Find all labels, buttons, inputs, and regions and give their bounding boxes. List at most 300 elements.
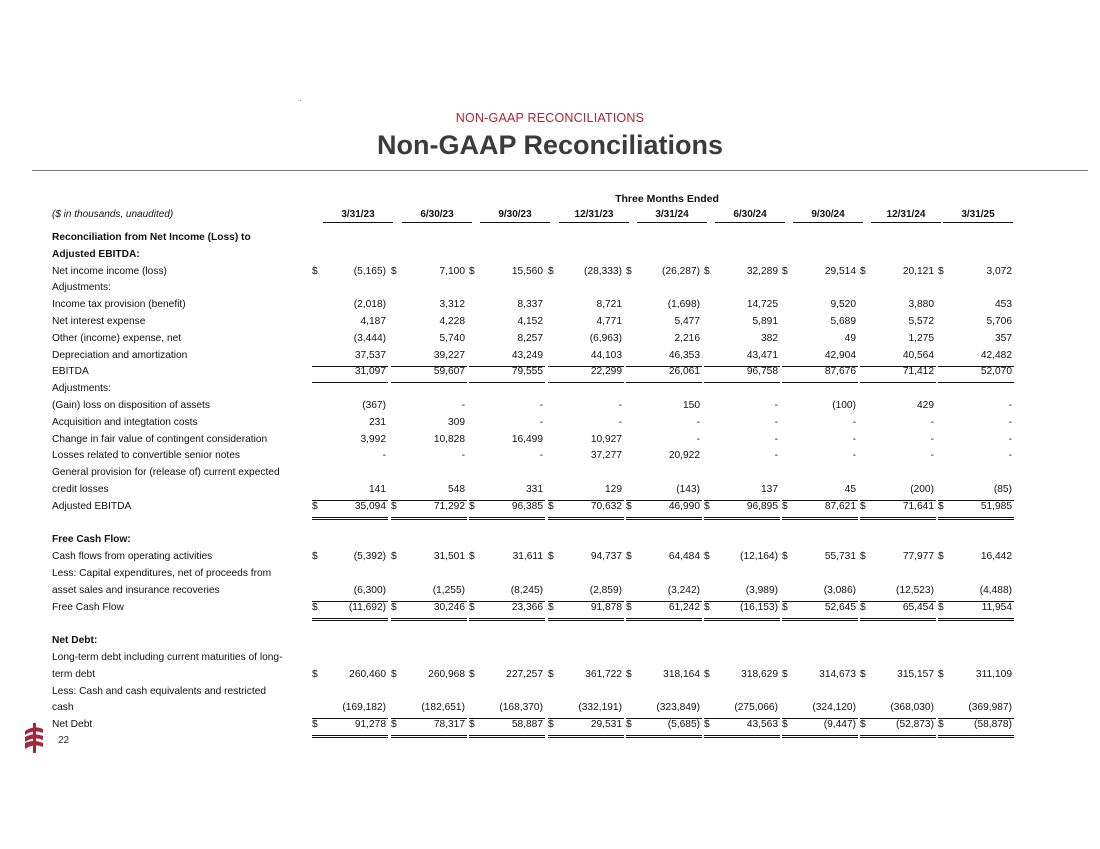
cell-value: (11,692) bbox=[348, 601, 386, 613]
cell-value: 429 bbox=[917, 400, 934, 411]
currency-symbol: $ bbox=[704, 601, 710, 613]
table-cell bbox=[548, 333, 624, 349]
cell-value: 11,954 bbox=[981, 601, 1012, 613]
table-cell bbox=[860, 366, 936, 383]
row-label: Adjusted EBITDA bbox=[52, 500, 132, 512]
table-row bbox=[0, 450, 1100, 467]
cell-value: (169,182) bbox=[342, 702, 386, 714]
table-cell bbox=[469, 434, 545, 450]
currency-symbol: $ bbox=[312, 265, 318, 277]
currency-symbol: $ bbox=[860, 719, 866, 731]
table-row bbox=[0, 282, 1100, 299]
table-cell bbox=[938, 585, 1014, 602]
cell-value: 31,611 bbox=[512, 551, 543, 563]
cell-value: - bbox=[852, 416, 856, 428]
table-cell bbox=[782, 333, 858, 349]
table-cell bbox=[704, 585, 780, 602]
table-cell bbox=[860, 400, 936, 416]
cell-value: 2,216 bbox=[674, 332, 700, 344]
cell-value: 309 bbox=[448, 416, 465, 428]
table-cell bbox=[782, 400, 858, 416]
cell-value: (12,523) bbox=[896, 584, 934, 596]
currency-symbol: $ bbox=[312, 719, 318, 731]
cell-value: - bbox=[774, 416, 778, 428]
cell-value: (182,651) bbox=[421, 702, 465, 714]
table-cell bbox=[312, 299, 388, 315]
row-label: Acquisition and integtation costs bbox=[52, 416, 198, 428]
table-cell bbox=[469, 366, 545, 383]
currency-symbol: $ bbox=[548, 601, 554, 613]
cell-value: 3,880 bbox=[908, 299, 934, 311]
units-note: ($ in thousands, unaudited) bbox=[52, 209, 174, 220]
cell-value: (3,086) bbox=[823, 584, 856, 596]
table-cell bbox=[938, 333, 1014, 349]
cell-value: 129 bbox=[605, 484, 622, 495]
table-cell bbox=[391, 585, 467, 602]
table-cell bbox=[860, 333, 936, 349]
row-label: General provision for (release of) current expected bbox=[52, 467, 280, 479]
cell-value: 260,968 bbox=[428, 668, 465, 680]
cell-value: 5,891 bbox=[752, 316, 778, 327]
cell-value: - bbox=[852, 450, 856, 462]
cell-value: 311,109 bbox=[975, 668, 1012, 680]
currency-symbol: $ bbox=[626, 719, 632, 731]
table-row bbox=[0, 635, 1100, 652]
cell-value: (332,191) bbox=[578, 702, 622, 714]
cell-value: 20,922 bbox=[668, 450, 700, 462]
currency-symbol: $ bbox=[391, 719, 397, 731]
cell-value: 227,257 bbox=[506, 668, 543, 680]
table-cell bbox=[312, 400, 388, 416]
table-cell bbox=[626, 702, 702, 719]
cell-value: - bbox=[774, 433, 778, 445]
cell-value: (8,245) bbox=[510, 584, 543, 596]
cell-value: 71,412 bbox=[902, 366, 934, 378]
cell-value: 5,477 bbox=[674, 316, 700, 327]
cell-value: 30,246 bbox=[433, 601, 465, 613]
currency-symbol: $ bbox=[312, 551, 318, 563]
cell-value: 548 bbox=[448, 484, 465, 495]
cell-value: 3,072 bbox=[986, 265, 1012, 277]
table-cell bbox=[469, 484, 545, 501]
table-cell bbox=[938, 718, 1014, 738]
row-label: (Gain) loss on disposition of assets bbox=[52, 400, 210, 411]
table-cell bbox=[548, 434, 624, 450]
table-cell bbox=[391, 484, 467, 501]
cell-value: (6,963) bbox=[589, 332, 622, 344]
cell-value: 96,385 bbox=[511, 500, 543, 512]
table-cell bbox=[626, 316, 702, 332]
cell-value: 31,097 bbox=[354, 366, 386, 378]
table-cell bbox=[548, 551, 624, 567]
table-cell bbox=[938, 400, 1014, 416]
currency-symbol: $ bbox=[548, 551, 554, 563]
cell-value: 14,725 bbox=[746, 299, 778, 311]
column-header: 9/30/23 bbox=[480, 209, 550, 223]
table-cell bbox=[860, 316, 936, 332]
cell-value: 10,927 bbox=[590, 433, 622, 445]
cell-value: (368,030) bbox=[890, 702, 934, 714]
table-cell bbox=[938, 702, 1014, 719]
table-row bbox=[0, 602, 1100, 619]
table-cell bbox=[312, 702, 388, 719]
cell-value: 37,277 bbox=[590, 450, 622, 462]
table-cell bbox=[469, 299, 545, 315]
cell-value: 52,645 bbox=[824, 601, 856, 613]
currency-symbol: $ bbox=[704, 719, 710, 731]
table-cell bbox=[782, 366, 858, 383]
cell-value: - bbox=[930, 433, 934, 445]
cell-value: 260,460 bbox=[349, 668, 386, 680]
table-cell bbox=[548, 266, 624, 282]
page-title: Non-GAAP Reconciliations bbox=[376, 130, 724, 160]
table-row bbox=[0, 333, 1100, 350]
cell-value: - bbox=[539, 450, 543, 462]
cell-value: (26,287) bbox=[662, 265, 700, 277]
table-cell bbox=[391, 350, 467, 367]
table-row bbox=[0, 618, 1100, 635]
currency-symbol: $ bbox=[704, 500, 710, 512]
table-cell bbox=[391, 417, 467, 433]
table-cell bbox=[312, 266, 388, 282]
table-cell bbox=[391, 366, 467, 383]
table-cell bbox=[782, 316, 858, 332]
table-cell bbox=[626, 551, 702, 567]
cell-value: 78,317 bbox=[433, 719, 465, 731]
currency-symbol: $ bbox=[469, 265, 475, 277]
table-cell bbox=[391, 551, 467, 567]
table-cell bbox=[391, 450, 467, 466]
table-cell bbox=[548, 350, 624, 367]
table-cell bbox=[704, 350, 780, 367]
cell-value: 46,990 bbox=[668, 500, 700, 512]
cell-value: - bbox=[539, 416, 543, 428]
table-cell bbox=[626, 484, 702, 501]
currency-symbol: $ bbox=[860, 601, 866, 613]
table-cell bbox=[469, 585, 545, 602]
cell-value: (3,242) bbox=[667, 584, 700, 596]
cell-value: 71,292 bbox=[433, 500, 465, 512]
table-cell bbox=[391, 299, 467, 315]
cell-value: 1,275 bbox=[908, 332, 934, 344]
table-cell bbox=[704, 702, 780, 719]
cell-value: (16,153) bbox=[740, 601, 778, 613]
table-row bbox=[0, 417, 1100, 434]
currency-symbol: $ bbox=[782, 551, 788, 563]
cell-value: (275,066) bbox=[734, 702, 778, 714]
currency-symbol: $ bbox=[391, 551, 397, 563]
table-row bbox=[0, 299, 1100, 316]
row-label: credit losses bbox=[52, 484, 109, 495]
cell-value: 61,242 bbox=[668, 601, 700, 613]
cell-value: 43,471 bbox=[746, 349, 778, 361]
row-label: Net Debt bbox=[52, 719, 93, 731]
column-header: 9/30/24 bbox=[793, 209, 863, 223]
cell-value: - bbox=[1008, 433, 1012, 445]
cell-value: 39,227 bbox=[433, 349, 465, 361]
cell-value: (168,370) bbox=[499, 702, 543, 714]
cell-value: - bbox=[539, 400, 543, 411]
cell-value: 150 bbox=[683, 400, 700, 411]
cell-value: 5,740 bbox=[439, 332, 465, 344]
column-header: 3/31/24 bbox=[637, 209, 707, 223]
cell-value: - bbox=[774, 400, 778, 411]
table-cell bbox=[860, 266, 936, 282]
currency-symbol: $ bbox=[860, 500, 866, 512]
currency-symbol: $ bbox=[626, 551, 632, 563]
table-cell bbox=[391, 669, 467, 685]
row-label: term debt bbox=[52, 668, 96, 680]
table-cell bbox=[860, 434, 936, 450]
table-cell bbox=[860, 299, 936, 315]
table-cell bbox=[938, 299, 1014, 315]
cell-value: (2,859) bbox=[589, 584, 622, 596]
cell-value: 361,722 bbox=[585, 668, 622, 680]
cell-value: 37,537 bbox=[354, 349, 386, 361]
table-cell bbox=[860, 551, 936, 567]
table-cell bbox=[548, 316, 624, 332]
row-label: EBITDA bbox=[52, 366, 89, 378]
table-cell bbox=[312, 551, 388, 567]
table-cell bbox=[704, 718, 780, 738]
table-cell bbox=[548, 669, 624, 685]
table-cell bbox=[782, 299, 858, 315]
table-cell bbox=[626, 350, 702, 367]
table-row bbox=[0, 400, 1100, 417]
table-cell bbox=[548, 484, 624, 501]
currency-symbol: $ bbox=[860, 551, 866, 563]
table-cell bbox=[626, 434, 702, 450]
table-cell bbox=[938, 417, 1014, 433]
table-cell bbox=[469, 417, 545, 433]
table-cell bbox=[626, 366, 702, 383]
row-label: Less: Cash and cash equivalents and restricted bbox=[52, 685, 267, 697]
currency-symbol: $ bbox=[469, 551, 475, 563]
cell-value: 8,337 bbox=[517, 299, 543, 311]
currency-symbol: $ bbox=[469, 719, 475, 731]
cell-value: 45 bbox=[844, 484, 856, 495]
table-row bbox=[0, 534, 1100, 551]
table-cell bbox=[938, 551, 1014, 567]
table-row bbox=[0, 585, 1100, 602]
table-cell bbox=[704, 316, 780, 332]
table-cell bbox=[704, 333, 780, 349]
table-cell bbox=[469, 350, 545, 367]
table-row bbox=[0, 484, 1100, 501]
currency-symbol: $ bbox=[938, 668, 944, 680]
row-label: cash bbox=[52, 702, 74, 714]
table-cell bbox=[626, 400, 702, 416]
table-cell bbox=[312, 333, 388, 349]
table-row bbox=[0, 316, 1100, 333]
cell-value: - bbox=[1008, 400, 1012, 411]
column-header: 12/31/24 bbox=[871, 209, 941, 223]
table-cell bbox=[312, 669, 388, 685]
cell-value: 87,621 bbox=[824, 500, 856, 512]
cell-value: (28,333) bbox=[584, 265, 622, 277]
table-cell bbox=[860, 350, 936, 367]
cell-value: 26,061 bbox=[668, 366, 700, 378]
currency-symbol: $ bbox=[782, 719, 788, 731]
cell-value: (369,987) bbox=[968, 702, 1012, 714]
currency-symbol: $ bbox=[860, 265, 866, 277]
cell-value: - bbox=[382, 450, 386, 462]
cell-value: 94,737 bbox=[590, 551, 622, 563]
table-cell bbox=[938, 366, 1014, 383]
table-cell bbox=[391, 333, 467, 349]
table-row bbox=[0, 702, 1100, 719]
cell-value: - bbox=[774, 450, 778, 462]
table-cell bbox=[391, 266, 467, 282]
table-cell bbox=[626, 669, 702, 685]
cell-value: (4,488) bbox=[979, 584, 1012, 596]
currency-symbol: $ bbox=[626, 668, 632, 680]
table-cell bbox=[704, 417, 780, 433]
table-cell bbox=[704, 400, 780, 416]
table-cell bbox=[312, 484, 388, 501]
table-cell bbox=[391, 718, 467, 738]
cell-value: 314,673 bbox=[819, 668, 856, 680]
currency-symbol: $ bbox=[626, 601, 632, 613]
page-number: 22 bbox=[58, 735, 70, 746]
row-label: Adjusted EBITDA: bbox=[52, 248, 140, 260]
table-cell bbox=[548, 299, 624, 315]
table-cell bbox=[312, 316, 388, 332]
row-label: Losses related to convertible senior notes bbox=[52, 450, 241, 462]
cell-value: 137 bbox=[761, 484, 778, 495]
table-cell bbox=[704, 366, 780, 383]
table-cell bbox=[391, 316, 467, 332]
cell-value: 58,887 bbox=[511, 719, 543, 731]
cell-value: (58,878) bbox=[974, 719, 1012, 731]
cell-value: 5,689 bbox=[830, 316, 856, 327]
cell-value: (367) bbox=[362, 400, 386, 411]
currency-symbol: $ bbox=[469, 500, 475, 512]
column-header: 3/31/25 bbox=[943, 209, 1013, 223]
stray-mark bbox=[300, 100, 301, 101]
table-cell bbox=[469, 316, 545, 332]
row-label: Reconciliation from Net Income (Loss) to bbox=[52, 232, 251, 243]
cell-value: 4,771 bbox=[596, 316, 622, 327]
table-row bbox=[0, 350, 1100, 367]
currency-symbol: $ bbox=[782, 668, 788, 680]
cell-value: 5,706 bbox=[986, 316, 1012, 327]
cell-value: (12,164) bbox=[740, 551, 778, 563]
cell-value: 31,501 bbox=[433, 551, 465, 563]
cell-value: - bbox=[461, 450, 465, 462]
table-cell bbox=[782, 350, 858, 367]
table-cell bbox=[548, 702, 624, 719]
table-cell bbox=[626, 718, 702, 738]
table-cell bbox=[782, 266, 858, 282]
table-cell bbox=[469, 333, 545, 349]
table-cell bbox=[312, 366, 388, 383]
table-row bbox=[0, 232, 1100, 249]
cell-value: 42,904 bbox=[824, 349, 856, 361]
table-row bbox=[0, 383, 1100, 400]
cell-value: 8,721 bbox=[596, 299, 622, 311]
cell-value: 4,152 bbox=[517, 316, 543, 327]
cell-value: 315,157 bbox=[897, 668, 934, 680]
table-cell bbox=[312, 417, 388, 433]
cell-value: 7,100 bbox=[439, 265, 465, 277]
cell-value: (100) bbox=[832, 400, 856, 411]
table-cell bbox=[312, 450, 388, 466]
cell-value: 77,977 bbox=[902, 551, 934, 563]
currency-symbol: $ bbox=[938, 551, 944, 563]
cell-value: 70,632 bbox=[590, 500, 622, 512]
cell-value: 59,607 bbox=[433, 366, 465, 378]
cell-value: (2,018) bbox=[353, 299, 386, 311]
currency-symbol: $ bbox=[312, 500, 318, 512]
cell-value: 9,520 bbox=[830, 299, 856, 311]
row-label: Net Debt: bbox=[52, 635, 98, 647]
currency-symbol: $ bbox=[782, 601, 788, 613]
cell-value: 49 bbox=[844, 332, 856, 344]
cell-value: (3,989) bbox=[745, 584, 778, 596]
currency-symbol: $ bbox=[704, 265, 710, 277]
row-label: Less: Capital expenditures, net of proceeds from bbox=[52, 568, 272, 579]
table-row bbox=[0, 467, 1100, 484]
table-cell bbox=[782, 718, 858, 738]
table-cell bbox=[469, 551, 545, 567]
cell-value: 96,758 bbox=[746, 366, 778, 378]
table-row bbox=[0, 249, 1100, 266]
cell-value: 331 bbox=[526, 484, 543, 495]
table-cell bbox=[548, 450, 624, 466]
cell-value: 91,878 bbox=[590, 601, 622, 613]
currency-symbol: $ bbox=[626, 265, 632, 277]
currency-symbol: $ bbox=[548, 719, 554, 731]
cell-value: - bbox=[930, 450, 934, 462]
cell-value: 40,564 bbox=[902, 349, 934, 361]
table-cell bbox=[469, 266, 545, 282]
table-cell bbox=[704, 266, 780, 282]
table-cell bbox=[860, 669, 936, 685]
table-cell bbox=[626, 299, 702, 315]
cell-value: 87,676 bbox=[824, 366, 856, 378]
table-cell bbox=[704, 450, 780, 466]
table-row bbox=[0, 568, 1100, 585]
currency-symbol: $ bbox=[860, 668, 866, 680]
cell-value: 55,731 bbox=[824, 551, 856, 563]
row-label: Free Cash Flow bbox=[52, 601, 124, 613]
row-label: Depreciation and amortization bbox=[52, 349, 188, 361]
cell-value: (3,444) bbox=[353, 332, 386, 344]
table-cell bbox=[704, 434, 780, 450]
table-cell bbox=[312, 585, 388, 602]
table-row bbox=[0, 266, 1100, 283]
table-cell bbox=[548, 585, 624, 602]
table-cell bbox=[548, 366, 624, 383]
table-cell bbox=[782, 417, 858, 433]
cell-value: 318,629 bbox=[741, 668, 778, 680]
cell-value: 8,257 bbox=[517, 332, 543, 344]
table-cell bbox=[860, 585, 936, 602]
cell-value: 29,514 bbox=[824, 265, 856, 277]
table-cell bbox=[312, 434, 388, 450]
table-row bbox=[0, 686, 1100, 703]
column-header: 6/30/24 bbox=[715, 209, 785, 223]
table-row bbox=[0, 719, 1100, 736]
currency-symbol: $ bbox=[548, 265, 554, 277]
period-header: Three Months Ended bbox=[615, 193, 719, 205]
cell-value: (324,120) bbox=[812, 702, 856, 714]
row-label: Change in fair value of contingent consideration bbox=[52, 433, 268, 445]
table-row bbox=[0, 551, 1100, 568]
cell-value: 16,499 bbox=[511, 433, 543, 445]
table-cell bbox=[860, 417, 936, 433]
